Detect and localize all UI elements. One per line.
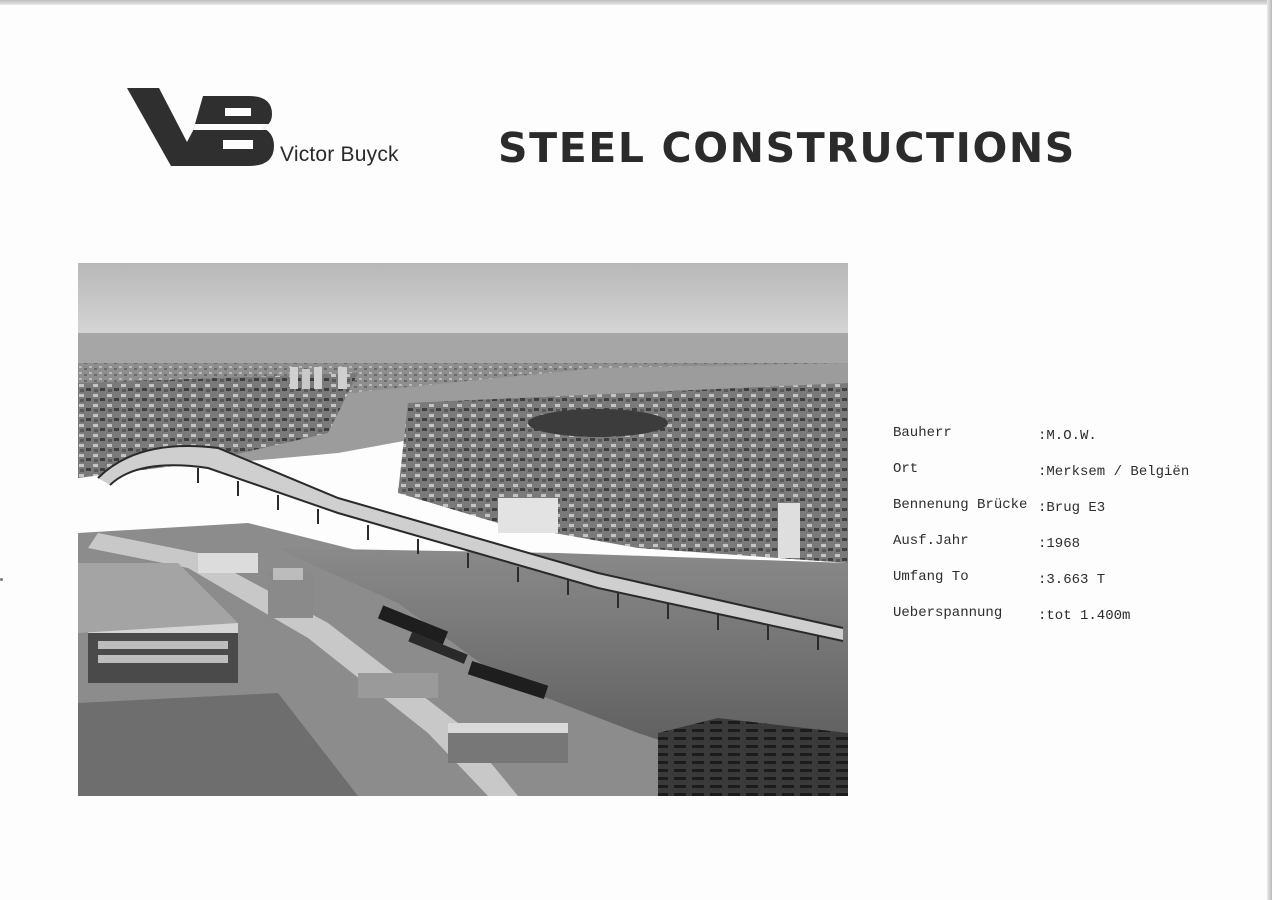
spec-label: Bennenung Brücke [893,497,1028,513]
company-name: Victor Buyck [280,143,399,166]
spec-value: :3.663 T [1038,572,1106,588]
page-right-edge [1267,0,1272,900]
spec-value: :Merksem / Belgiën [1038,464,1190,480]
spec-label: Ausf.Jahr [893,533,969,549]
aerial-bridge-photo [78,263,848,796]
spec-label: Bauherr [893,425,952,441]
vb-logo [125,84,275,170]
spec-value: :M.O.W. [1038,428,1097,444]
margin-mark [0,578,3,581]
spec-label: Umfang To [893,569,969,585]
spec-label: Ort [893,461,919,477]
spec-value: :Brug E3 [1038,500,1106,516]
spec-value: :tot 1.400m [1038,608,1131,624]
page-top-edge [0,0,1272,5]
spec-label: Ueberspannung [893,605,1003,621]
spec-value: :1968 [1038,536,1081,552]
page-heading: STEEL CONSTRUCTIONS [498,124,1076,172]
